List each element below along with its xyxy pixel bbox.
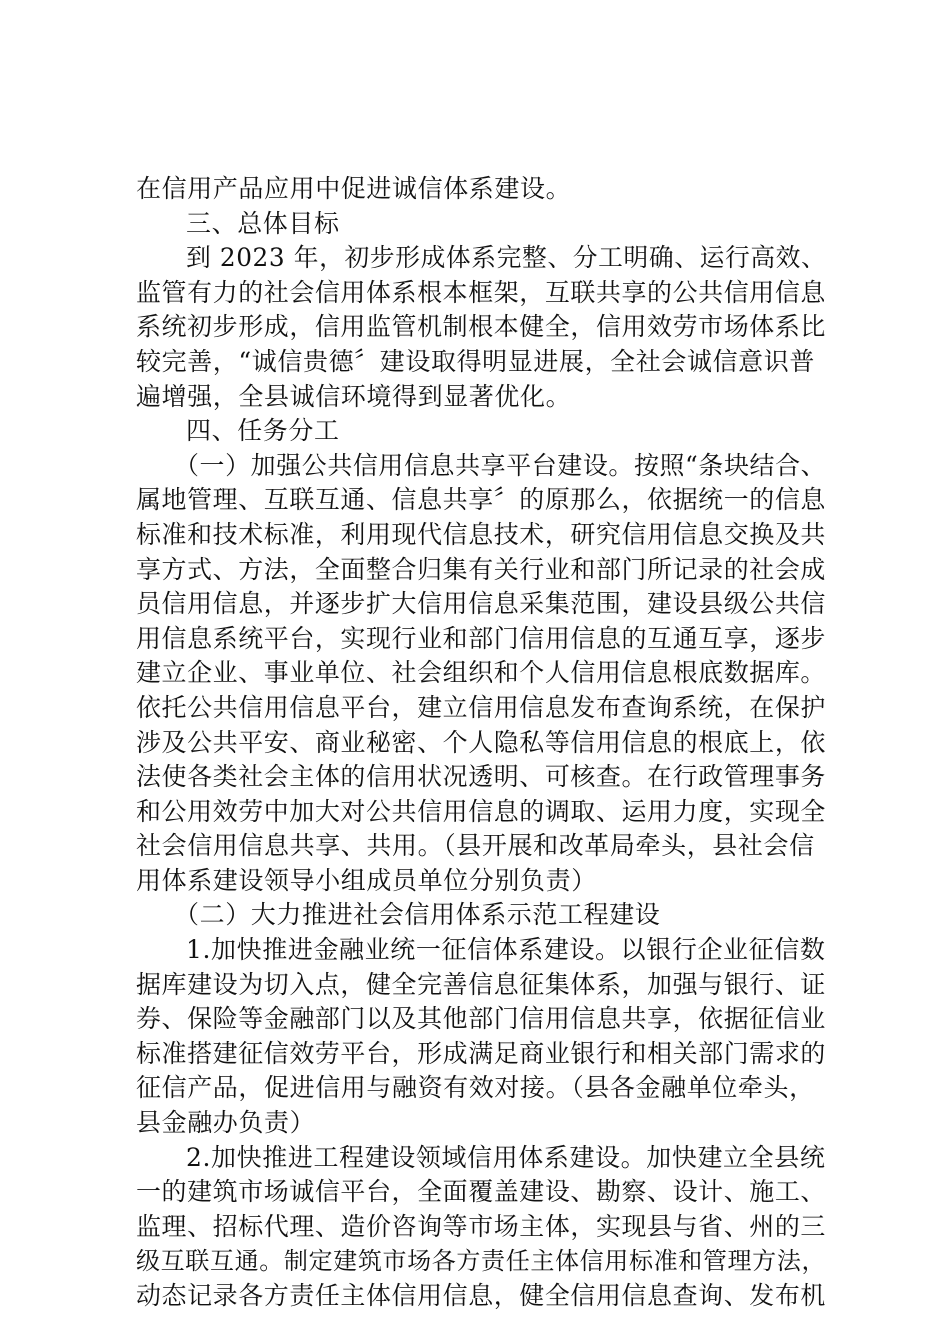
document-body bbox=[136, 172, 826, 1314]
text-line: 享方式、方法，全面整合归集有关行业和部门所记录的社会成 bbox=[136, 554, 826, 584]
section-heading: 三、总体目标 bbox=[186, 208, 340, 238]
text-line: 到 2023 年，初步形成体系完整、分工明确、运行高效、 bbox=[186, 243, 827, 273]
text-line: 券、保险等金融部门以及其他部门信用信息共享，依据征信业 bbox=[136, 1004, 826, 1034]
text-line: 较完善，“诚信贵德〞建设取得明显进展，全社会诚信意识普 bbox=[136, 346, 815, 376]
subsection-heading: （二）大力推进社会信用体系示范工程建设 bbox=[174, 900, 661, 930]
text-line: 法使各类社会主体的信用状况透明、可核查。在行政管理事务 bbox=[136, 762, 826, 792]
text-line: 涉及公共平安、商业秘密、个人隐私等信用信息的根底上，依 bbox=[136, 727, 826, 757]
text-line: 县金融办负责） bbox=[136, 1108, 316, 1138]
text-line: 动态记录各方责任主体信用信息，健全信用信息查询、发布机 bbox=[136, 1281, 826, 1310]
text-line: 用体系建设领导小组成员单位分别负责） bbox=[136, 865, 597, 895]
subsection-heading: （一）加强公共信用信息共享平台建设。按照“条块结合、 bbox=[174, 450, 827, 480]
text-line: 系统初步形成，信用监管机制根本健全，信用效劳市场体系比 bbox=[136, 312, 826, 342]
text-line: 1.加快推进金融业统一征信体系建设。以银行企业征信数 bbox=[186, 935, 826, 965]
text-line: 建立企业、事业单位、社会组织和个人信用信息根底数据库。 bbox=[136, 658, 826, 688]
text-line: 依托公共信用信息平台，建立信用信息发布查询系统，在保护 bbox=[136, 692, 826, 722]
text-line: 据库建设为切入点，健全完善信息征集体系，加强与银行、证 bbox=[136, 969, 826, 999]
text-line: 员信用信息，并逐步扩大信用信息采集范围，建设县级公共信 bbox=[136, 589, 826, 619]
text-line: 征信产品，促进信用与融资有效对接。（县各金融单位牵头， bbox=[136, 1073, 815, 1103]
text-line: 标准和技术标准，利用现代信息技术，研究信用信息交换及共 bbox=[136, 519, 826, 549]
text-line: 在信用产品应用中促进诚信体系建设。 bbox=[136, 174, 572, 203]
text-line: 一的建筑市场诚信平台，全面覆盖建设、勘察、设计、施工、 bbox=[136, 1177, 826, 1207]
text-line: 和公用效劳中加大对公共信用信息的调取、运用力度，实现全 bbox=[136, 796, 826, 826]
text-line: 级互联互通。制定建筑市场各方责任主体信用标准和管理方法， bbox=[136, 1247, 827, 1276]
text-line: 监理、招标代理、造价咨询等市场主体，实现县与省、州的三 bbox=[136, 1211, 826, 1241]
text-line: 社会信用信息共享、共用。（县开展和改革局牵头，县社会信 bbox=[136, 831, 815, 861]
text-line: 2.加快推进工程建设领域信用体系建设。加快建立全县统 bbox=[186, 1142, 826, 1172]
text-line: 监管有力的社会信用体系根本框架，互联共享的公共信用信息 bbox=[136, 277, 826, 307]
section-heading: 四、任务分工 bbox=[186, 416, 340, 446]
text-line: 标准搭建征信效劳平台，形成满足商业银行和相关部门需求的 bbox=[136, 1038, 826, 1068]
text-line: 属地管理、互联互通、信息共享〞的原那么，依据统一的信息 bbox=[136, 485, 826, 515]
text-line: 用信息系统平台，实现行业和部门信用信息的互通互享，逐步 bbox=[136, 623, 826, 653]
text-line: 遍增强，全县诚信环境得到显著优化。 bbox=[136, 381, 572, 411]
